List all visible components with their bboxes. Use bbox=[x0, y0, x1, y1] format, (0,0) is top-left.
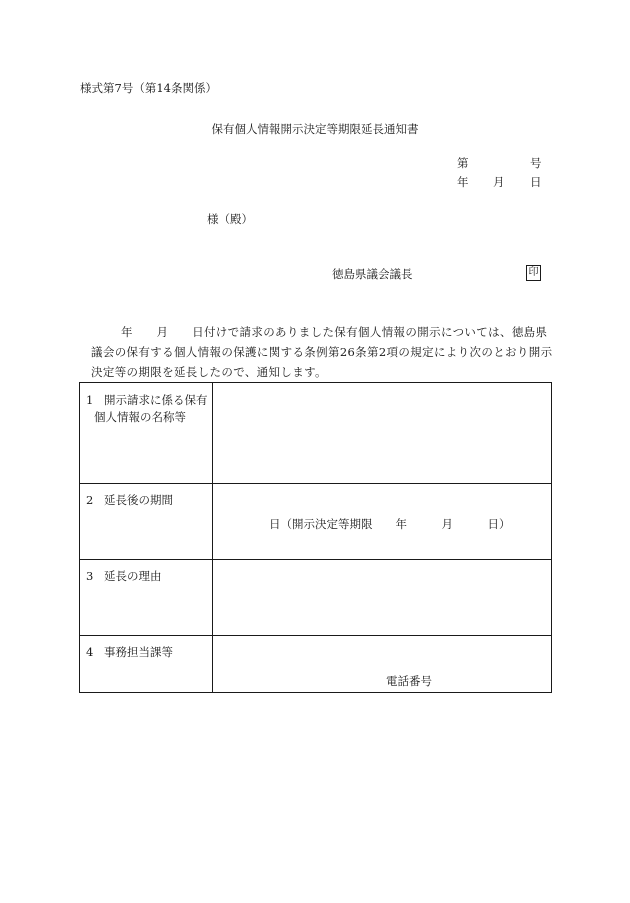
row-label-line1: 延長後の期間 bbox=[104, 493, 173, 507]
date-year-label: 年 bbox=[457, 175, 469, 189]
date-day-label: 日 bbox=[530, 175, 542, 189]
row-number: 3 bbox=[86, 569, 94, 583]
document-title: 保有個人情報開示決定等期限延長通知書 bbox=[211, 122, 419, 136]
row-label bbox=[86, 644, 173, 661]
date-month-label: 月 bbox=[493, 175, 505, 189]
row-label bbox=[86, 492, 173, 509]
form-number-label: 様式第7号（第14条関係） bbox=[80, 81, 217, 95]
row-number: 2 bbox=[86, 493, 94, 507]
table-row-extension-reason bbox=[80, 559, 551, 636]
row-label-line1: 事務担当課等 bbox=[104, 645, 173, 659]
row-label bbox=[86, 568, 162, 585]
row-number: 4 bbox=[86, 645, 94, 659]
row-label-line2: 個人情報の名称等 bbox=[94, 410, 186, 424]
row-number: 1 bbox=[86, 393, 94, 407]
table-row-contact-department bbox=[80, 635, 551, 693]
sender-name: 徳島県議会議長 bbox=[332, 267, 413, 281]
phone-number-label: 電話番号 bbox=[386, 674, 432, 688]
table-row-extended-period bbox=[80, 483, 551, 560]
addressee-line: 様（殿） bbox=[207, 212, 253, 226]
reference-number-prefix: 第 bbox=[457, 156, 469, 170]
notice-table bbox=[79, 382, 552, 693]
extended-deadline-value: 日（開示決定等期限 年 月 日） bbox=[269, 517, 511, 531]
row-label bbox=[86, 392, 208, 426]
row-label-line1: 開示請求に係る保有 bbox=[104, 393, 208, 407]
row-label-line1: 延長の理由 bbox=[104, 569, 162, 583]
seal-stamp-box: 印 bbox=[526, 265, 541, 281]
notice-body-paragraph: 年 月 日付けで請求のありました保有個人情報の開示については、徳島県議会の保有する個人情報の保護に関する条例第26条第2項の規定により次のとおり開示決定等の期限を延長したので、通知します。 bbox=[91, 325, 553, 379]
table-row-request-info bbox=[80, 383, 551, 484]
reference-number-suffix: 号 bbox=[530, 156, 542, 170]
